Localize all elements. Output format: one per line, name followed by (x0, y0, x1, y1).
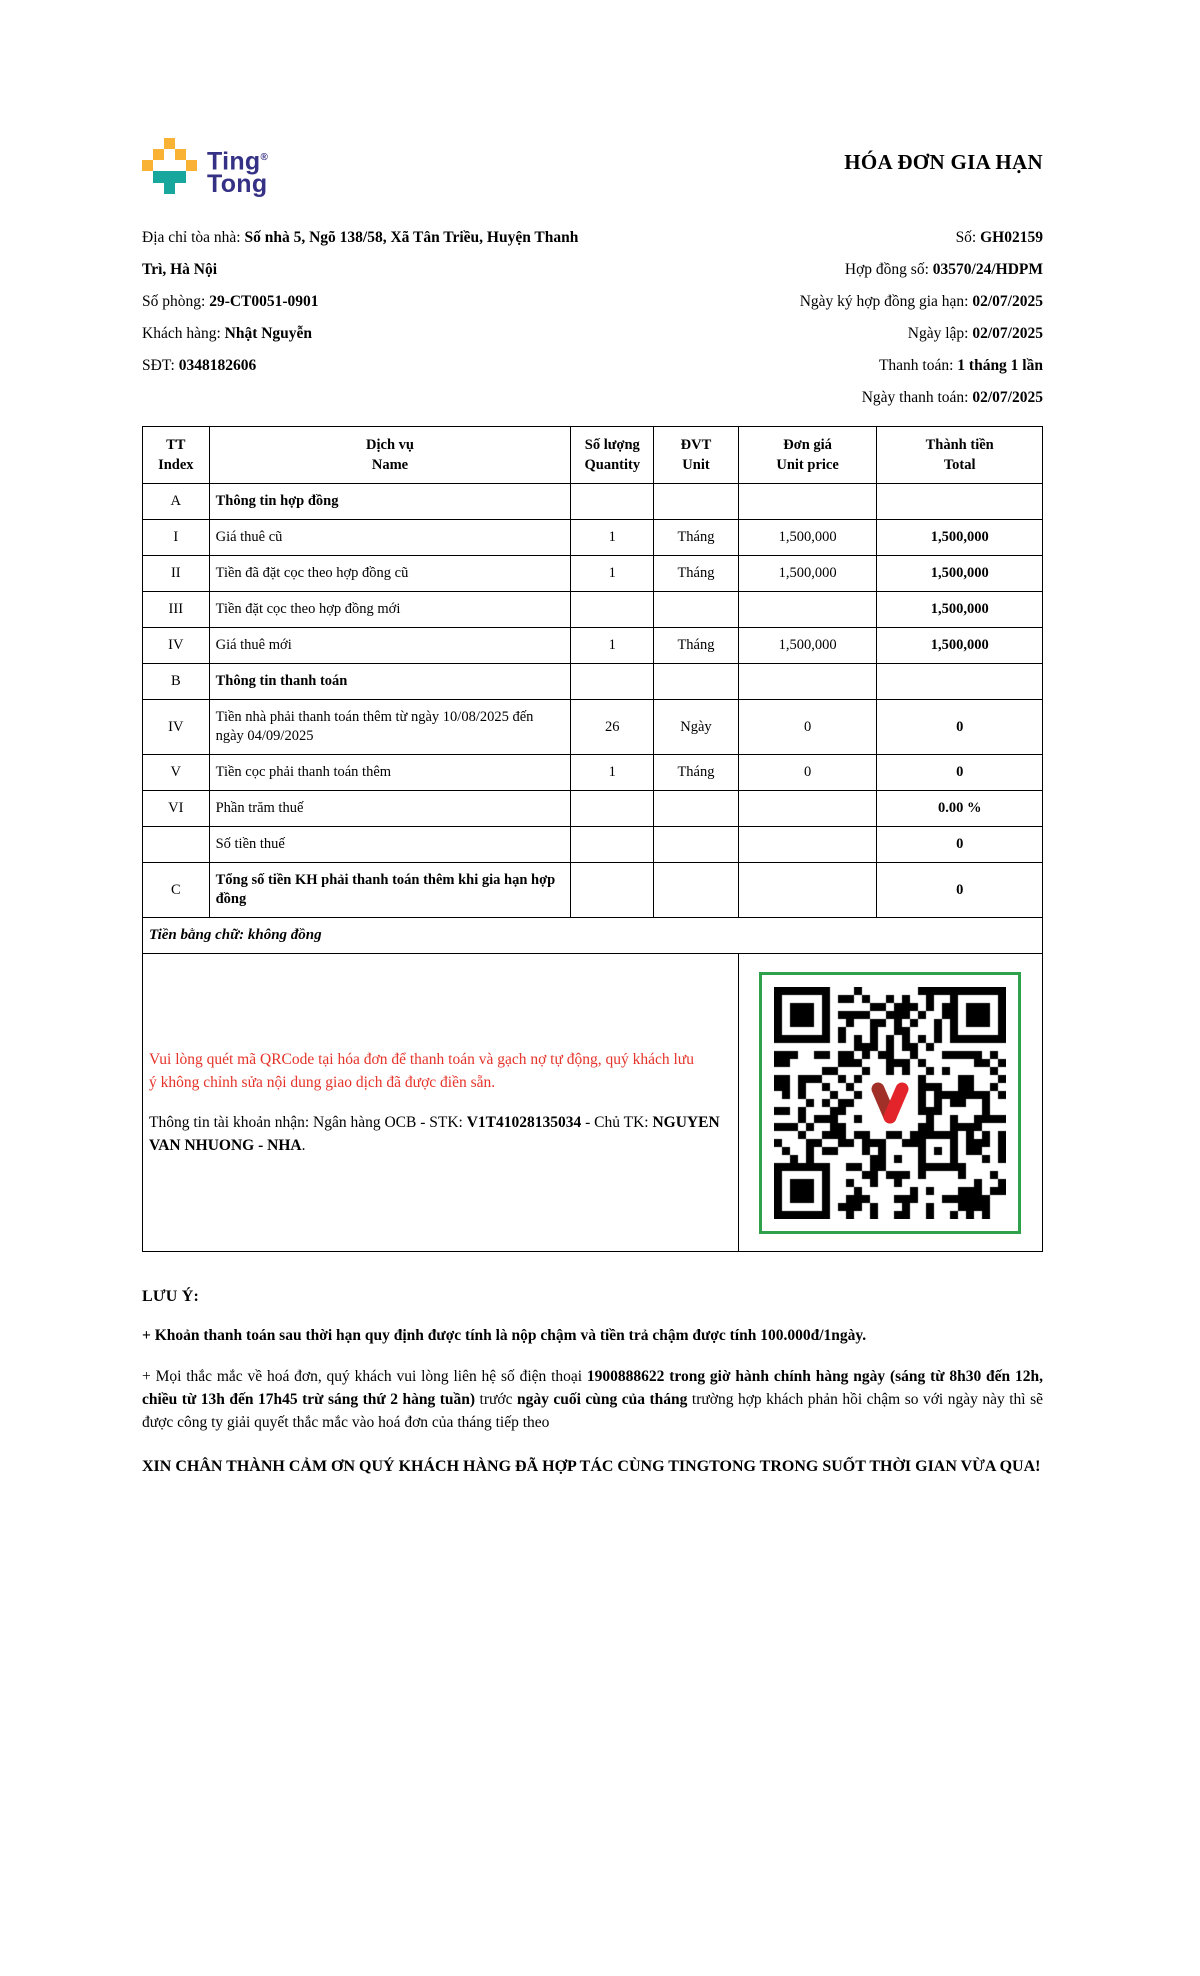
info-line: Địa chỉ tòa nhà: Số nhà 5, Ngõ 138/58, Xã Tân Triều, Huyện Thanh Trì, Hà Nội (142, 229, 579, 279)
notes-heading: LƯU Ý: (142, 1288, 200, 1306)
tingtong-logo (142, 138, 269, 199)
col-header-name: Dịch vụ Name (209, 427, 571, 484)
cell-price (738, 863, 877, 918)
col-header-total: Thành tiền Total (877, 427, 1043, 484)
cell-qty (571, 863, 654, 918)
cell-index: C (143, 863, 210, 918)
cell-price (738, 791, 877, 827)
col-header-index: TT Index (143, 427, 210, 484)
table-row (143, 700, 1043, 755)
cell-unit: Ngày (654, 700, 739, 755)
cell-price: 0 (738, 755, 877, 791)
cell-index: II (143, 556, 210, 592)
tingtong-arrow-icon (142, 138, 198, 194)
cell-qty: 1 (571, 556, 654, 592)
cell-index: IV (143, 628, 210, 664)
cell-qty (571, 592, 654, 628)
table-row (143, 484, 1043, 520)
table-row (143, 827, 1043, 863)
cell-total: 0 (877, 863, 1043, 918)
cell-qty: 1 (571, 755, 654, 791)
cell-total: 0 (877, 755, 1043, 791)
cell-unit: Tháng (654, 755, 739, 791)
invoice-page (142, 0, 1043, 1479)
info-line: Số: GH02159 (955, 229, 1043, 247)
cell-index: IV (143, 700, 210, 755)
cell-unit (654, 791, 739, 827)
note-item: + Khoản thanh toán sau thời hạn quy định được tính là nộp chậm và tiền trả chậm được tính 100.000đ/1ngày. (142, 1327, 867, 1345)
cell-index: I (143, 520, 210, 556)
cell-total: 1,500,000 (877, 592, 1043, 628)
cell-total: 0 (877, 827, 1043, 863)
cell-qty (571, 484, 654, 520)
cell-price: 0 (738, 700, 877, 755)
col-header-unit: ĐVT Unit (654, 427, 739, 484)
account-info-text: Thông tin tài khoản nhận: Ngân hàng OCB - STK: V1T41028135034 - Chủ TK: NGUYEN VAN NHUONG - NHA. (149, 1114, 720, 1155)
table-header-row (143, 427, 1043, 484)
amount-in-words-row (143, 918, 1043, 954)
cell-price: 1,500,000 (738, 520, 877, 556)
info-line: Ngày thanh toán: 02/07/2025 (861, 389, 1043, 407)
customer-info (142, 222, 587, 414)
cell-index: B (143, 664, 210, 700)
cell-unit (654, 592, 739, 628)
table-row (143, 863, 1043, 918)
cell-name: Thông tin hợp đồng (209, 484, 571, 520)
cell-total: 0.00 % (877, 791, 1043, 827)
cell-qty (571, 791, 654, 827)
invoice-table (142, 426, 1043, 1252)
cell-index: VI (143, 791, 210, 827)
col-header-quantity: Số lượng Quantity (571, 427, 654, 484)
cell-name: Tổng số tiền KH phải thanh toán thêm khi gia hạn hợp đồng (209, 863, 571, 918)
cell-price (738, 592, 877, 628)
cell-total: 1,500,000 (877, 556, 1043, 592)
brand-line1: Ting (207, 147, 261, 176)
cell-price: 1,500,000 (738, 556, 877, 592)
cell-qty (571, 664, 654, 700)
table-row (143, 556, 1043, 592)
cell-unit (654, 664, 739, 700)
contract-info (800, 222, 1043, 414)
table-row (143, 520, 1043, 556)
cell-price (738, 664, 877, 700)
note-item: + Mọi thắc mắc về hoá đơn, quý khách vui lòng liên hệ số điện thoại 1900888622 trong giờ hành chính hàng ngày (sáng từ 8h30 đến 12h, chiều từ 13h đến 17h45 trừ sáng thứ 2 hàng tuần) trước ngày cuối cùng của tháng trường hợp khách phản hồi chậm so với ngày này thì sẽ được công ty giải quyết thắc mắc vào hoá đơn của tháng tiếp theo (142, 1368, 1044, 1432)
cell-total: 1,500,000 (877, 520, 1043, 556)
table-row (143, 592, 1043, 628)
cell-name: Tiền đặt cọc theo hợp đồng mới (209, 592, 571, 628)
info-line: SĐT: 0348182606 (142, 357, 257, 375)
cell-unit: Tháng (654, 520, 739, 556)
info-line: Thanh toán: 1 tháng 1 lần (878, 357, 1043, 375)
cell-index: V (143, 755, 210, 791)
table-row (143, 628, 1043, 664)
cell-name: Phần trăm thuế (209, 791, 571, 827)
cell-name: Tiền cọc phải thanh toán thêm (209, 755, 571, 791)
cell-name: Giá thuê mới (209, 628, 571, 664)
table-row (143, 755, 1043, 791)
cell-total: 1,500,000 (877, 628, 1043, 664)
cell-index: A (143, 484, 210, 520)
qr-row (143, 954, 1043, 1252)
notes-items (142, 1324, 1043, 1434)
amount-in-words: Tiền bằng chữ: không đồng (143, 918, 1043, 954)
tingtong-wordmark (207, 146, 269, 199)
cell-unit (654, 827, 739, 863)
page-title: HÓA ĐƠN GIA HẠN (844, 150, 1043, 174)
cell-name: Tiền đã đặt cọc theo hợp đồng cũ (209, 556, 571, 592)
cell-index: III (143, 592, 210, 628)
closing-message: XIN CHÂN THÀNH CẢM ƠN QUÝ KHÁCH HÀNG ĐÃ HỢP TÁC CÙNG TINGTONG TRONG SUỐT THỜI GIAN VỪA QUA! (142, 1458, 1041, 1476)
info-line: Số phòng: 29-CT0051-0901 (142, 293, 319, 311)
invoice-header (142, 138, 1043, 199)
info-line: Hợp đồng số: 03570/24/HDPM (844, 261, 1043, 279)
vietqr-v-icon (863, 1076, 917, 1130)
table-row (143, 791, 1043, 827)
col-header-unit-price: Đơn giá Unit price (738, 427, 877, 484)
cell-name: Thông tin thanh toán (209, 664, 571, 700)
info-line: Ngày lập: 02/07/2025 (907, 325, 1043, 343)
cell-unit (654, 863, 739, 918)
info-line: Ngày ký hợp đồng gia hạn: 02/07/2025 (799, 293, 1043, 311)
cell-index (143, 827, 210, 863)
qr-code (759, 972, 1021, 1234)
table-row (143, 664, 1043, 700)
info-line: Khách hàng: Nhật Nguyễn (142, 325, 313, 343)
cell-total (877, 664, 1043, 700)
cell-qty: 1 (571, 628, 654, 664)
payment-warning-text: Vui lòng quét mã QRCode tại hóa đơn để thanh toán và gạch nợ tự động, quý khách lưu ý không chỉnh sửa nội dung giao dịch đã được điền sẵn. (149, 1051, 694, 1092)
payment-note-cell (143, 954, 739, 1252)
cell-price (738, 484, 877, 520)
cell-qty: 26 (571, 700, 654, 755)
cell-total: 0 (877, 700, 1043, 755)
brand-line2: Tong (207, 170, 268, 199)
cell-unit (654, 484, 739, 520)
cell-qty (571, 827, 654, 863)
invoice-info (142, 222, 1043, 414)
cell-price (738, 827, 877, 863)
cell-name: Tiền nhà phải thanh toán thêm từ ngày 10/08/2025 đến ngày 04/09/2025 (209, 700, 571, 755)
footer-notes (142, 1288, 1043, 1479)
cell-qty: 1 (571, 520, 654, 556)
qr-cell (738, 954, 1042, 1252)
registered-mark: ® (260, 152, 269, 163)
cell-name: Số tiền thuế (209, 827, 571, 863)
cell-unit: Tháng (654, 628, 739, 664)
cell-total (877, 484, 1043, 520)
cell-price: 1,500,000 (738, 628, 877, 664)
cell-name: Giá thuê cũ (209, 520, 571, 556)
cell-unit: Tháng (654, 556, 739, 592)
